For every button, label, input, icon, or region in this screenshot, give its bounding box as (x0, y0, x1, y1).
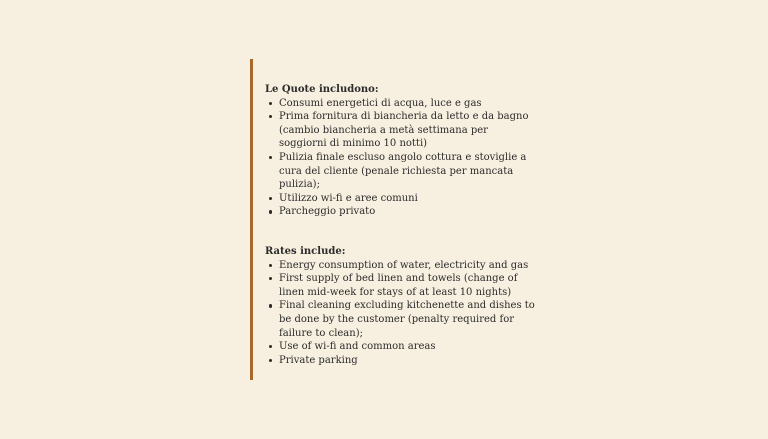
list-item: Parcheggio privato (279, 205, 535, 219)
english-section-title: Rates include: (265, 245, 346, 257)
rates-info-content (265, 83, 535, 367)
list-item: Final cleaning excluding kitchenette and dishes to be done by the customer (penalty required for failure to clean); (279, 300, 535, 339)
list-item: Use of wi-fi and common areas (279, 340, 535, 354)
italian-inclusions-list (265, 97, 535, 219)
english-inclusions-list (265, 259, 535, 368)
italian-section-title: Le Quote includono: (265, 84, 379, 95)
list-item: Prima fornitura di biancheria da letto e da bagno (cambio biancheria a metà settimana per soggiorni di minimo 10 notti) (279, 110, 535, 151)
english-section (265, 245, 535, 367)
list-item: Private parking (279, 354, 535, 368)
list-item: First supply of bed linen and towels (change of linen mid-week for stays of at least 10 nights) (279, 272, 535, 299)
list-item: Energy consumption of water, electricity and gas (279, 259, 535, 273)
list-item: Pulizia finale escluso angolo cottura e stoviglie a cura del cliente (penale richiesta per mancata pulizia); (279, 151, 535, 192)
list-item: Utilizzo wi-fi e aree comuni (279, 192, 535, 206)
italian-section (265, 83, 535, 219)
list-item: Consumi energetici di acqua, luce e gas (279, 97, 535, 111)
accent-divider-bar (250, 59, 253, 380)
